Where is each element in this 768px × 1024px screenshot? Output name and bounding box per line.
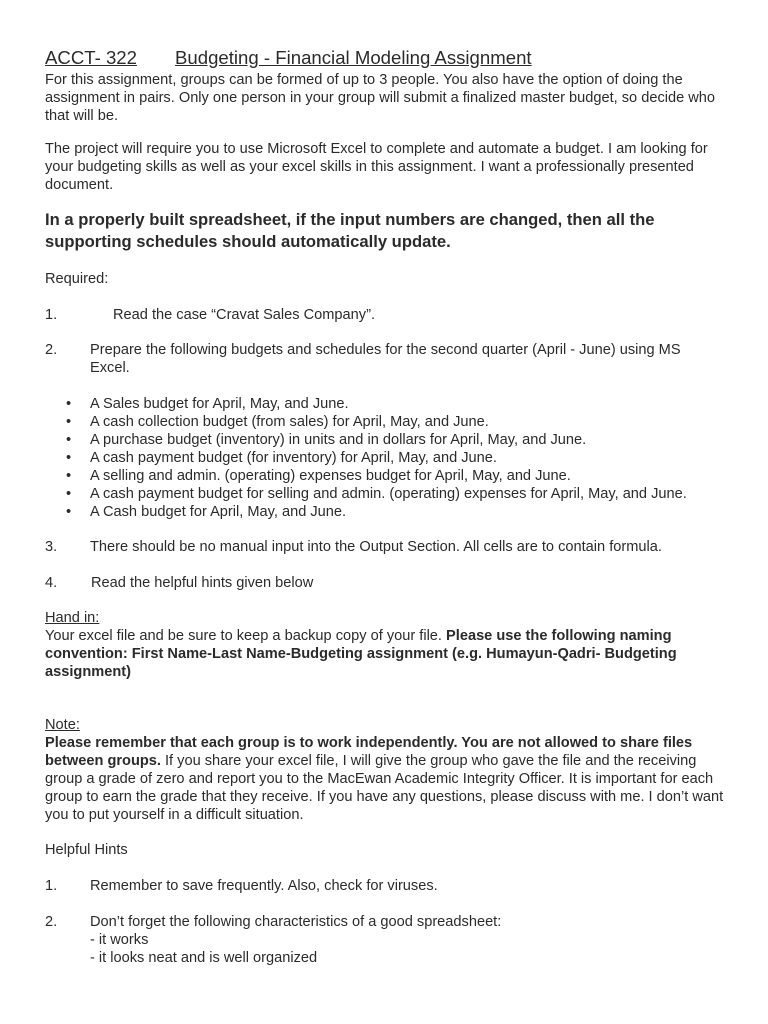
item-text: There should be no manual input into the Output Section. All cells are to contain formula. [90,539,662,555]
hint-item-2 [45,913,735,967]
item-number: 3. [45,539,58,555]
list-item: • A selling and admin. (operating) expenses budget for April, May, and June. [45,467,735,485]
hint-sub-item: - it looks neat and is well organized [90,950,318,966]
list-item: • A Cash budget for April, May, and June. [45,503,735,521]
budget-list [45,395,735,521]
naming-convention: Please use the following naming convention: First Name-Last Name-Budgeting assignment (e.g. Humayun-Qadri- Budgeting assignment) [45,628,677,680]
item-text: Prepare the following budgets and schedules for the second quarter (April - June) using MS Excel. [90,342,681,376]
note-paragraph [45,734,735,824]
list-item: • A cash collection budget (from sales) for April, May, and June. [45,413,735,431]
handin-heading: Hand in: [45,610,100,626]
item-number: 1. [45,307,58,323]
item-text: Don’t forget the following characteristics of a good spreadsheet: [90,914,502,930]
item-number: 1. [45,878,58,894]
item-number: 2. [45,342,58,358]
hint-sub-item: - it works [90,932,149,948]
course-code: ACCT- 322 [45,47,137,68]
note-text: If you share your excel file, I will give the group who gave the file and the receiving group a grade of zero and report you to the MacEwan Academic Integrity Officer. It is important for each group to earn the grade that they receive. If you have any questions, please discuss with me. I don’t want you to put yourself in a difficult situation. [45,753,724,823]
required-item-3 [45,538,735,556]
item-text: Read the case “Cravat Sales Company”. [113,307,375,323]
intro-paragraph-2: The project will require you to use Microsoft Excel to complete and automate a budget. I am looking for your budgeting skills as well as your excel skills in this assignment. I want a professionally presented document. [45,141,708,193]
required-item-1 [45,306,735,324]
item-number: 2. [45,914,58,930]
intro-paragraph-1: For this assignment, groups can be formed of up to 3 people. You also have the option of doing the assignment in pairs. Only one person in your group will submit a finalized master budget, so decide who that will be. [45,72,716,124]
handin-paragraph [45,627,725,681]
hints-heading: Helpful Hints [45,842,128,858]
note-warning: Please remember that each group is to work independently. You are not allowed to share files between groups. [45,735,693,769]
required-item-2 [45,341,705,377]
list-item: • A cash payment budget for selling and admin. (operating) expenses for April, May, and June. [45,485,735,503]
list-item: • A cash payment budget (for inventory) for April, May, and June. [45,449,735,467]
assignment-title: Budgeting - Financial Modeling Assignment [174,47,532,68]
item-text: Remember to save frequently. Also, check for viruses. [90,878,438,894]
item-number: 4. [45,575,58,591]
list-item: • A purchase budget (inventory) in units and in dollars for April, May, and June. [45,431,735,449]
handin-text: Your excel file and be sure to keep a backup copy of your file. [45,628,447,644]
required-label: Required: [45,271,109,287]
item-text: Read the helpful hints given below [91,575,314,591]
required-item-4 [45,574,735,592]
hint-item-1 [45,877,735,895]
emphasis-statement: In a properly built spreadsheet, if the input numbers are changed, then all the supporting schedules should automatically update. [45,210,655,251]
page-title [45,47,532,69]
note-heading: Note: [45,717,80,733]
list-item: • A Sales budget for April, May, and June. [45,395,735,413]
